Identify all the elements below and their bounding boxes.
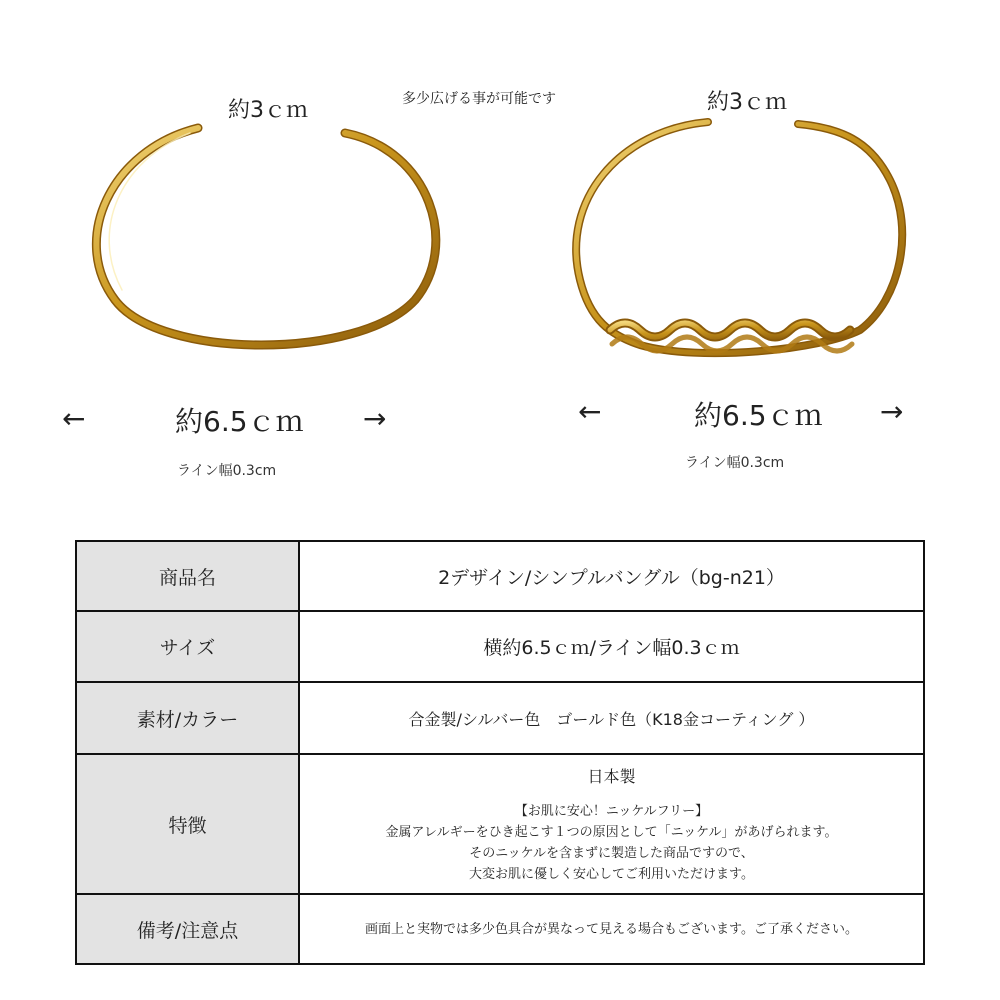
product-name-value: 2デザイン/シンプルバングル（bg-n21） [299, 541, 924, 611]
right-arrow-right-icon: → [880, 395, 904, 428]
left-arrow-left-icon: ← [62, 402, 86, 435]
features-title: 日本製 [587, 766, 636, 786]
notes-value: 画面上と実物では多少色具合が異なって見える場合もございます。ご了承ください。 [299, 894, 924, 964]
simple-bangle-image [96, 128, 435, 345]
right-line-width-label: ライン幅0.3cm [685, 455, 785, 471]
right-width-label: 約6.5ｃｍ [694, 399, 823, 432]
left-width-label: 約6.5ｃｍ [175, 405, 304, 438]
features-line: 【お肌に安心！ニッケルフリー】 [514, 803, 709, 819]
right-arrow-left-icon: ← [578, 395, 602, 428]
features-header: 特徴 [76, 754, 299, 894]
right-opening-label: 約3ｃｍ [707, 90, 787, 115]
notes-header: 備考/注意点 [76, 894, 299, 964]
product-name-header: 商品名 [76, 541, 299, 611]
twisted-bangle-image [576, 122, 902, 353]
features-value [299, 754, 924, 894]
features-line: そのニッケルを含まずに製造した商品ですので、 [469, 845, 754, 861]
features-line: 大変お肌に優しく安心してご利用いただけます。 [469, 866, 754, 882]
features-line: 金属アレルギーをひき起こす１つの原因として「ニッケル」があげられます。 [385, 824, 838, 840]
spec-table [75, 540, 925, 965]
left-opening-label: 約3ｃｍ [228, 98, 308, 123]
table-row [76, 682, 924, 754]
material-value: 合金製/シルバー色 ゴールド色（K18金コーティング ） [299, 682, 924, 754]
table-row [76, 754, 924, 894]
expand-note: 多少広げる事が可能です [402, 91, 556, 107]
left-arrow-right-icon: → [363, 402, 387, 435]
size-header: サイズ [76, 611, 299, 682]
table-row [76, 611, 924, 682]
left-line-width-label: ライン幅0.3cm [177, 463, 277, 479]
table-row [76, 894, 924, 964]
material-header: 素材/カラー [76, 682, 299, 754]
table-row [76, 541, 924, 611]
size-value: 横約6.5ｃｍ/ライン幅0.3ｃｍ [299, 611, 924, 682]
